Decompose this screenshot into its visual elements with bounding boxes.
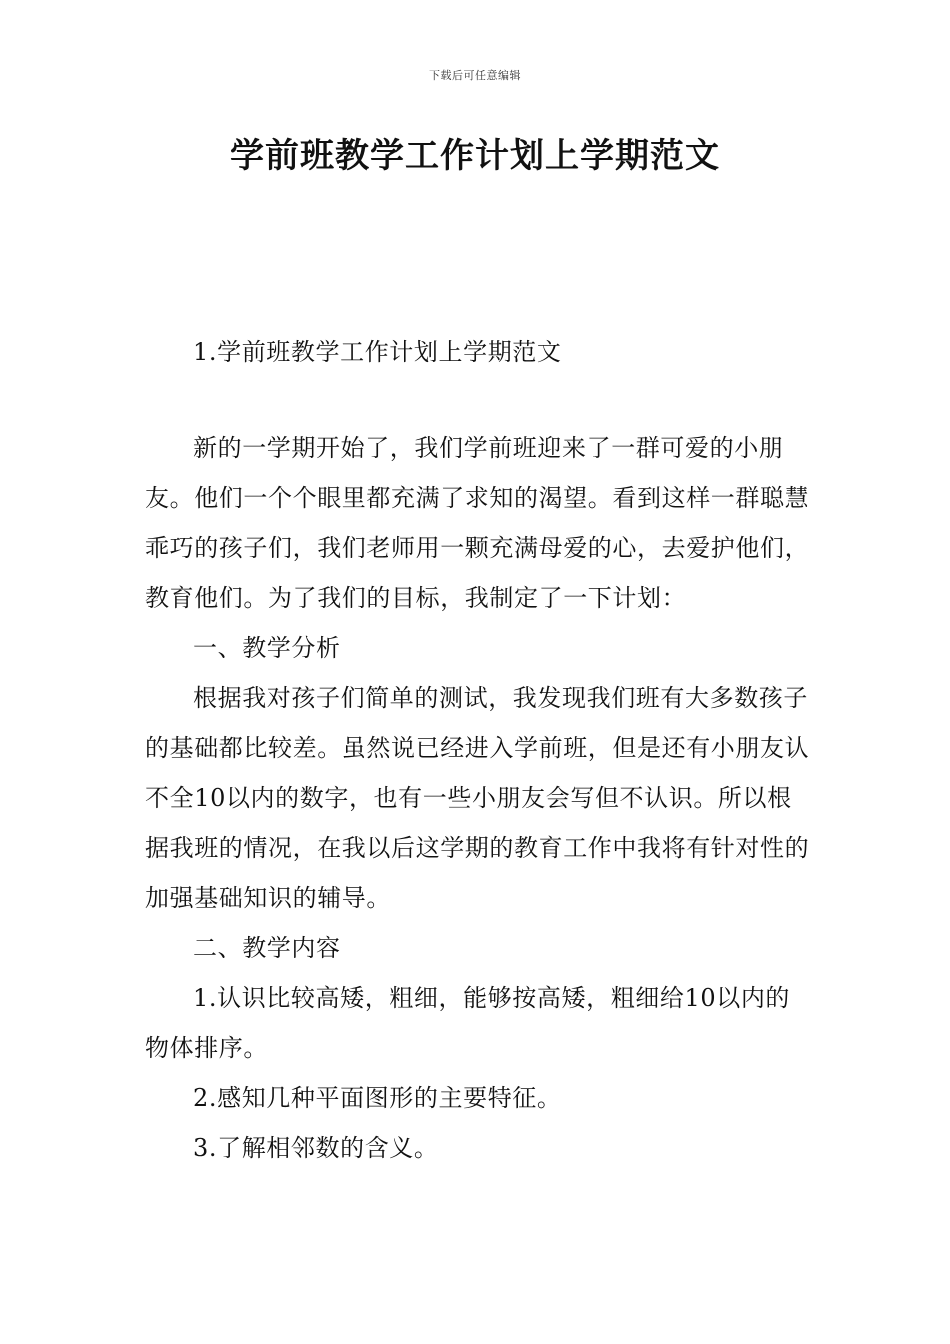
document-title: 学前班教学工作计划上学期范文 <box>230 136 720 176</box>
header-note: 下载后可任意编辑 <box>429 69 521 82</box>
list-item-1: 1.认识比较高矮，粗细，能够按高矮，粗细给10以内的物体排序。 <box>145 984 791 1062</box>
paragraph-analysis: 根据我对孩子们简单的测试，我发现我们班有大多数孩子的基础都比较差。虽然说已经进入学前班，但是还有小朋友认不全10以内的数字，也有一些小朋友会写但不认识。所以根据我班的情况，在我以后这学期的教育工作中我将有针对性的加强基础知识的辅导。 <box>145 684 810 912</box>
document-body <box>145 423 810 1173</box>
paragraph-intro: 新的一学期开始了，我们学前班迎来了一群可爱的小朋友。他们一个个眼里都充满了求知的渴望。看到这样一群聪慧乖巧的孩子们，我们老师用一颗充满母爱的心，去爱护他们，教育他们。为了我们的目标，我制定了一下计划： <box>145 434 810 612</box>
list-item-2: 2.感知几种平面图形的主要特征。 <box>193 1084 562 1112</box>
section-heading-block <box>145 327 810 377</box>
list-item-3: 3.了解相邻数的含义。 <box>193 1134 439 1162</box>
section-heading: 1.学前班教学工作计划上学期范文 <box>193 338 562 366</box>
heading-teaching-content: 二、教学内容 <box>193 934 341 962</box>
heading-teaching-analysis: 一、教学分析 <box>193 634 341 662</box>
